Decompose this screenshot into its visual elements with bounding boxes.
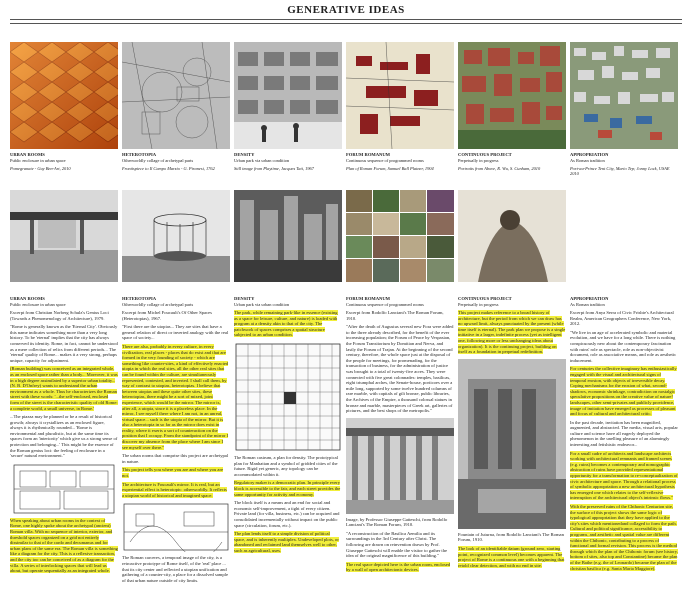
caption-heading: DENSITY (234, 152, 255, 157)
text-block-urban-rooms (10, 296, 118, 596)
text-block-density (234, 296, 342, 596)
paragraph: "A reconstruction of the Basilica Aemilia and its surroundings in the 3rd Century after Christ. The following are drawn on reinvention drawn by Prof. Giuseppe Gatteschi will enable the visitor to gather the idea of the original magnificence of this building." (346, 530, 448, 559)
text-block-forum (346, 296, 454, 596)
section-heading: FORUM ROMANUM (346, 296, 391, 301)
page-title: GENERATIVE IDEAS (287, 4, 405, 16)
source-note: Excerpt from Christian Norberg Schulz's Genius Loci (Towards a Phenomenology of Architecture), 1979. (10, 310, 109, 321)
image-caption: Pomegranate - Guy Ben-Art, 2010 (10, 166, 71, 171)
material-swatches-collage (346, 190, 454, 282)
caption-subtitle: As Roman tradition (570, 157, 605, 163)
highlighted-paragraph: This project makes reference to a broad history of architecture, but the period from which we can draw has no upward limit, always punctuated by the present (while time itself is eternal). The park plan we propose is a single initiative in a larger, indefinite process (yet as intelligent one, following more or less unchanging ideas about organization). It is the continuing project, building on itself as a foundation in perpetual redefinition. (458, 310, 566, 355)
highlighted-paragraph: This project tells you where you are and where you are not. (122, 467, 224, 479)
image-caption: Image, by Professor Giuseppe Gatteschi, from Rodolfo Lanciani's The Roman Forum, 1910. (346, 516, 448, 528)
highlighted-paragraph: The architecture is Foucault's mirror. It is real, but an experiential effect is heterotopic: otherworldly. It reflects a utopian world of historical and imagined space. (122, 481, 227, 498)
text-block-appropriation (570, 296, 678, 596)
paragraph: ...The piazza may be planned or be a result of historical growth; always it crystallizes as an enclosed figure, always it is rhythmically rounded... 'Rome is environmental and pluralistic, but at the same time its spaces form an 'interiority' which give us a strong sense of protection and belonging...' This might be the essence of the Roman genius loci: the feeling of enclosure in a 'secure' natural environment." (10, 414, 118, 459)
section-heading: URBAN ROOMS (10, 296, 45, 301)
caption-subtitle: Otherworldly collage of archetypal parts (122, 157, 194, 163)
paragraph: In the past decade, invitation has been magnified, augmented, and abstracted. The media, visual arts, popular culture and science have all eagerly deployed the phenomenon in the unelling pleasure of an alarmingly interesting and fetishistic endeavor... (570, 419, 678, 448)
image-caption: Port-au-Prince Tent City, Mario Tep; Jonny Lock, USAE 2010 (570, 166, 670, 177)
highlighted-paragraph: Regulatory maker is a democratic plan. In principle every block is accessible to the fair, and each street provides the same opportunity for activity and economy. (234, 480, 341, 497)
source-note: Excerpt from Rodolfo Lanciani's The Roman Forum, 1910. (346, 310, 444, 321)
text-block-continuous (458, 296, 566, 596)
caption-block-continuous (458, 152, 566, 184)
image-caption: Plan of Roman Forum, Samuel Ball Platner, 1904 (346, 166, 434, 171)
highlighted-paragraph: The plan lends itself to a simple division of political space, and is inherently multiplex. Undeveloped plots, or abandoned and reclaimed land themselves well to other, such as agricultural, uses. (234, 531, 339, 553)
highlighted-paragraph: The real space depicted here is the urban room, enclosed by a wall of open architectonic devices. (346, 561, 451, 573)
caption-block-appropriation (570, 152, 678, 184)
paragraph: "We live in an age of accelerated symbolic and material evolution, and we have for a long while. There is nothing conspicuously new about the contemporary fascination with ruins' role as spectacle, role as non-objectivist document, role as associative means, and role as aesthetic inducement. (570, 329, 677, 363)
villa-photo (10, 190, 118, 282)
highlighted-paragraph: (Roman building) was conceived as an integrated whole, as an enclosed space rather than a body... Moreover, it was in a high degree assimilated by a superior urban totality... (N. B. D'Onfrey) wants to understand the urban environment as a whole. Thus he characterizes the Roman street with these words: '...the self-enclosed, enclosed form of the street is the characteristic quality of old Rome: a complete world, a small universe, in Rome.' (10, 366, 118, 411)
paragraph: The urban rooms that comprise this project are archetypal in nature. (122, 453, 229, 464)
caption-block-heterotopia (122, 152, 230, 184)
highlighted-paragraph: For a small cadre of architects and landscape architects working with architectural remnants and framed scenes (e.g. ruins) becomes a contemporary and nomographic abstraction of ruins have provided representational opportunity for a transformation to re-conceptualization of civic architecture and space. Through a relational process of symbolic appropriation a new architectural hypothesis has emerged one which relates to the self-reflexive interruption of the architectural object's intrinsic flows." (570, 450, 678, 501)
image-caption: Frontispiece to Il Campo Marzio - G. Piranesi, 1762 (122, 166, 215, 171)
fountain-of-juturna-image (458, 359, 566, 529)
highlighted-paragraph: For centuries the collective imaginary has enthusiastically engaged with the visual and architectural signs of temporal erosion, with objects of irreversible decay. Coping mechanisms for the erosion of what, second-shadows, economic shrinkage, contradiction on nostalgic speculative propositions on the creative value of nature! landscapes, other semi-privates and publicly providence, image of imitation have emerged as processes of pleasant and focus of cultural and architectural critic. (570, 366, 677, 417)
caption-block-urban-rooms (10, 152, 118, 184)
forum-plan-image (346, 42, 454, 149)
section-subtitle: Continuous sequence of programmed rooms (346, 301, 424, 307)
section-subtitle: Otherworldly collage of archetypal parts (122, 301, 194, 307)
source-note: Excerpt from Michel Foucault's Of Other Spaces (Heterotopias), 1967. (122, 310, 212, 321)
section-heading: DENSITY (234, 296, 255, 301)
image-caption: The Roman castrum, a plan for density. The prototypical plan for Manhattan and a symbol of gridded cities of the future. Rigid yet generic, any topology can be accommodated within it. (234, 454, 338, 477)
highlighted-paragraph: The look of an identifiable datum (ground zero, starting point, recognized common level) becomes apparent. The project of Rome is a continuous one with a beginning that retold clear detection, and with no end in site. (458, 545, 565, 568)
dense-city-photo (234, 190, 342, 282)
caption-subtitle: Perpetually in progress (458, 157, 499, 163)
title-rule (10, 19, 682, 20)
paragraph: "Rome is generally known as the 'Eternal City'. Obviously this name indicates something more than a very long history. To be 'eternal' implies that the city has always conserved its identity. Rome, in fact, cannot be understood as a mere collection of relics from different periods... The 'eternal' quality of Rome... makes it a very strong, perhaps unique, capacity for adjustment. (10, 324, 118, 363)
playtime-still (234, 42, 342, 149)
castrum-plan (234, 342, 342, 452)
caption-block-forum (346, 152, 454, 184)
paragraph: The block itself is a means and an end for social and economic self-improvement, a tight of every citizen. Private land (for villa, business, etc.) can be acquired and consolidated incrementally without impact on the public space (circulation, forum, etc.). (234, 500, 340, 528)
caption-heading: APPROPRIATION (570, 152, 609, 157)
villa-plan-drawing (10, 463, 118, 515)
caption-heading: CONTINUOUS PROJECT (458, 152, 512, 157)
section-heading: HETEROTOPIA (122, 296, 157, 301)
image-caption: Still image from Playtime, Jacques Tati, 1967 (234, 166, 314, 171)
image-caption: Portraits from Above, R. Wu, S. Cunham, 2010 (458, 166, 541, 171)
image-caption: The Roman carceres, a temporal image of the city, is a retroactive prototype of Rome itself, of the 'real' place ... that its city center and reflected a utopian unification and gathering of a counter-city, a place for a dissolved sample of that urban nature outside of city limits. (122, 555, 228, 583)
caption-heading: FORUM ROMANUM (346, 152, 391, 157)
section-subtitle: As Roman tradition (570, 301, 605, 307)
aerial-city-image (458, 42, 566, 149)
paragraph: "First there are the utopias... They are sites that have a general relation of direct or inverted analogy with the real space of society... (122, 324, 229, 341)
piranesi-image (122, 42, 230, 149)
highlighted-paragraph: There are also, probably in every culture, in every civilization, real places - places that do exist and that are formed in the very founding of society - which are something like counter-sites, a kind of effectively enacted utopia in which the real sites, all the other real sites that can be found within the culture, are simultaneously represented, contested, and inverted. I shall call them, by way of contrast to utopias, heterotopias. I believe that between utopias and these quite other sites, these heterotopias, there might be a sort of mixed, joint experience, which would be the mirror. The mirror is, after all, a utopia, since it is a placeless place. In the mirror, I see myself there where I am not, in an unreal, virtual space... such is the utopia of the mirror. But it is also a heterotopia in so far as the mirror does exist in reality, where it exerts a sort of counteraction on the position that I occupy. From the standpoint of the mirror I discover my absence from the place where I am since I see myself over there." (122, 343, 229, 450)
highlighted-paragraph: With the preserved ruins of the Chthonic Centurion site, the surface of this project shows the same logic of typological appropriation that they have applied to the city's sites which mentionedand collaged to form the path. Cultural and political significance, accessibility to programs, and aesthetic and spatial value are different within the Chthonic, contributing to a process of functional and formal revision. This process is the method through which the plan of the Chthonic forum (see history, bottom of sites, also top and Constantine) became the plan of the Bathe (e.g. the of Leonardo) became the plan of the christian basilica (e.g. Santa Maria Maggiore). (570, 504, 678, 571)
section-heading: CONTINUOUS PROJECT (458, 296, 512, 301)
text-block-heterotopia (122, 296, 230, 596)
section-subtitle: Perpetually in progress (458, 301, 499, 307)
tent-city-image (570, 42, 678, 149)
section-heading: APPROPRIATION (570, 296, 609, 301)
highlighted-paragraph: When speaking about urban rooms in the context of Rome, one highly spoke about the archetypal (ancient) Roman villa. With no sequence of interior, exterior, and threshold spaces organized on a grid not entirely dissimilar to that of the cardo and decumanus and for urban plans of the same era. The Roman villa is something like a diagram for the city. This is a reflexive transaction, and the city too can be conceived of as a diagram for the villa. A series of interlocking spaces that will lead us about, but operate sequentially as an integrated whole. (10, 517, 118, 574)
paragraph: "After the death of Augustus several new Fora were added to the three already described, for the benefit of the ever increasing population; the Forum of Peace by Vespasian, the Forum Transitorium by Domitian and Nerva, and lastly the Forum of Trajan. At the beginning of the second century, therefore, the whole space just at the disposal of the people for meetings, for promenading, for the transaction of business, for the administration of justice was brought to a total of twenty-five acres. They were connected with five great colonnades: temples, basilicas, eight triumphal arches, the Senate-house, porticoes over a mile long, supported by some twelve hundred columns of rare marble, with capitals of gilt bronze, public libraries, the Archives of the Empire, a thousand colossal statues in bronze and marble, masterpieces of Greek art, galleries of pictures, and the best shops of the metropolis." (346, 324, 454, 414)
source-note: Excerpt from Anya Serra of Civic Frisbie's Architectural Realm, American Geographers Conference, New York, 2012. (570, 310, 674, 327)
caption-block-density (234, 152, 342, 184)
section-subtitle: Urban park via urban condition (234, 301, 290, 307)
embrace-photo (458, 190, 566, 282)
image-caption: Fountain of Juturna, from Rodolfo Lanciani's The Roman Forum, 1910. (458, 531, 564, 543)
basilica-reconstruction-image (346, 418, 454, 514)
title-rule-2 (10, 23, 682, 24)
gasometer-photo (122, 190, 230, 282)
section-subtitle: Public enclosure in urban space (10, 301, 66, 307)
pomegranate-image (10, 42, 118, 149)
caption-heading: URBAN ROOMS (10, 152, 45, 157)
highlighted-paragraph: The park, while remaining park-like in essence (existing as a space for leisure, culture, and nature) is loaded with program at a density akin to that of the city. The patchwork of spaces comprises a spatial structure subjected to an urban condition. (234, 310, 338, 338)
carceres-drawing (122, 502, 230, 552)
caption-heading: HETEROTOPIA (122, 152, 157, 157)
caption-subtitle: Public enclosure in urban space (10, 157, 66, 163)
caption-subtitle: Urban park via urban condition (234, 157, 290, 163)
caption-subtitle: Continuous sequence of programmed rooms (346, 157, 424, 163)
